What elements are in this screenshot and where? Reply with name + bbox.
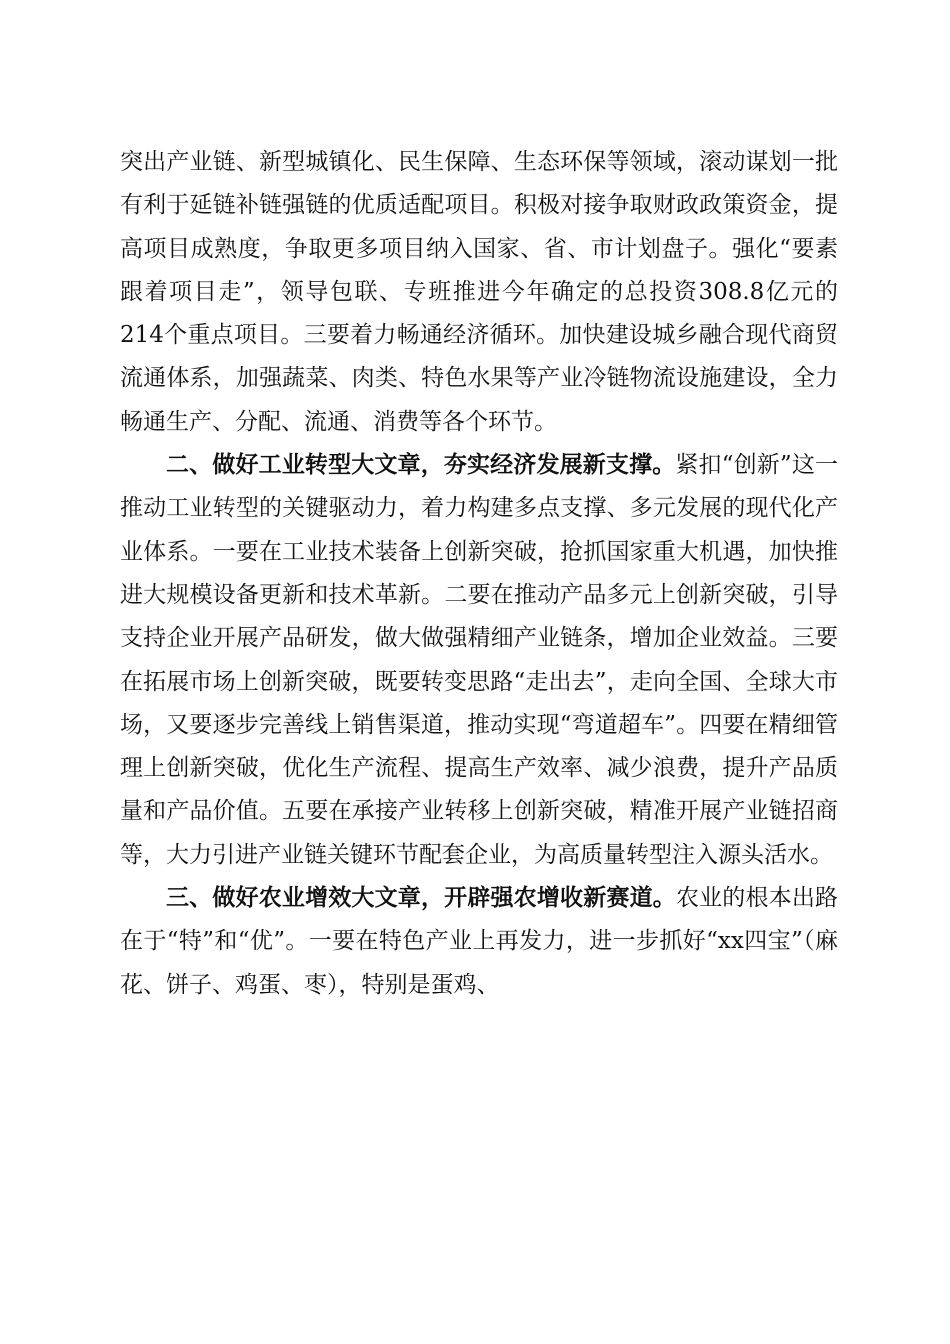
paragraph-2-text: 紧扣“创新”这一推动工业转型的关键驱动力，着力构建多点支撑、多元发展的现代化产业体系。一要在工业技术装备上创新突破，抢抓国家重大机遇，加快推进大规模设备更新和技术革新。二要在推动产品多元上创新突破，引导支持企业开展产品研发，做大做强精细产业链条，增加企业效益。三要在拓展市场上创新突破，既要转变思路“走出去”，走向全国、全球大市场，又要逐步完善线上销售渠道，推动实现“弯道超车”。四要在精细管理上创新突破，优化生产流程、提高生产效率、减少浪费，提升产品质量和产品价值。五要在承接产业转移上创新突破，精准开展产业链招商等，大力引进产业链关键环节配套企业，为高质量转型注入源头活水。: [120, 452, 838, 868]
paragraph-3-text: 农业的根本出路在于“特”和“优”。一要在特色产业上再发力，进一步抓好“xx四宝”（麻花、饼子、鸡蛋、枣），特别是蛋鸡、: [120, 885, 839, 998]
section-3-heading: 三、做好农业增效大文章，开辟强农增收新赛道。: [166, 885, 676, 912]
paragraph-1: [120, 141, 838, 444]
document-page: [120, 141, 838, 1007]
paragraph-2: [120, 444, 838, 877]
paragraph-3: [120, 877, 838, 1007]
paragraph-1-text: 突出产业链、新型城镇化、民生保障、生态环保等领域，滚动谋划一批有利于延链补链强链的优质适配项目。积极对接争取财政政策资金，提高项目成熟度，争取更多项目纳入国家、省、市计划盘子。强化“要素跟着项目走”，领导包联、专班推进今年确定的总投资308.8亿元的214个重点项目。三要着力畅通经济循环。加快建设城乡融合现代商贸流通体系，加强蔬菜、肉类、特色水果等产业冷链物流设施建设，全力畅通生产、分配、流通、消费等各个环节。: [120, 149, 838, 435]
section-2-heading: 二、做好工业转型大文章，夯实经济发展新支撑。: [166, 452, 676, 479]
